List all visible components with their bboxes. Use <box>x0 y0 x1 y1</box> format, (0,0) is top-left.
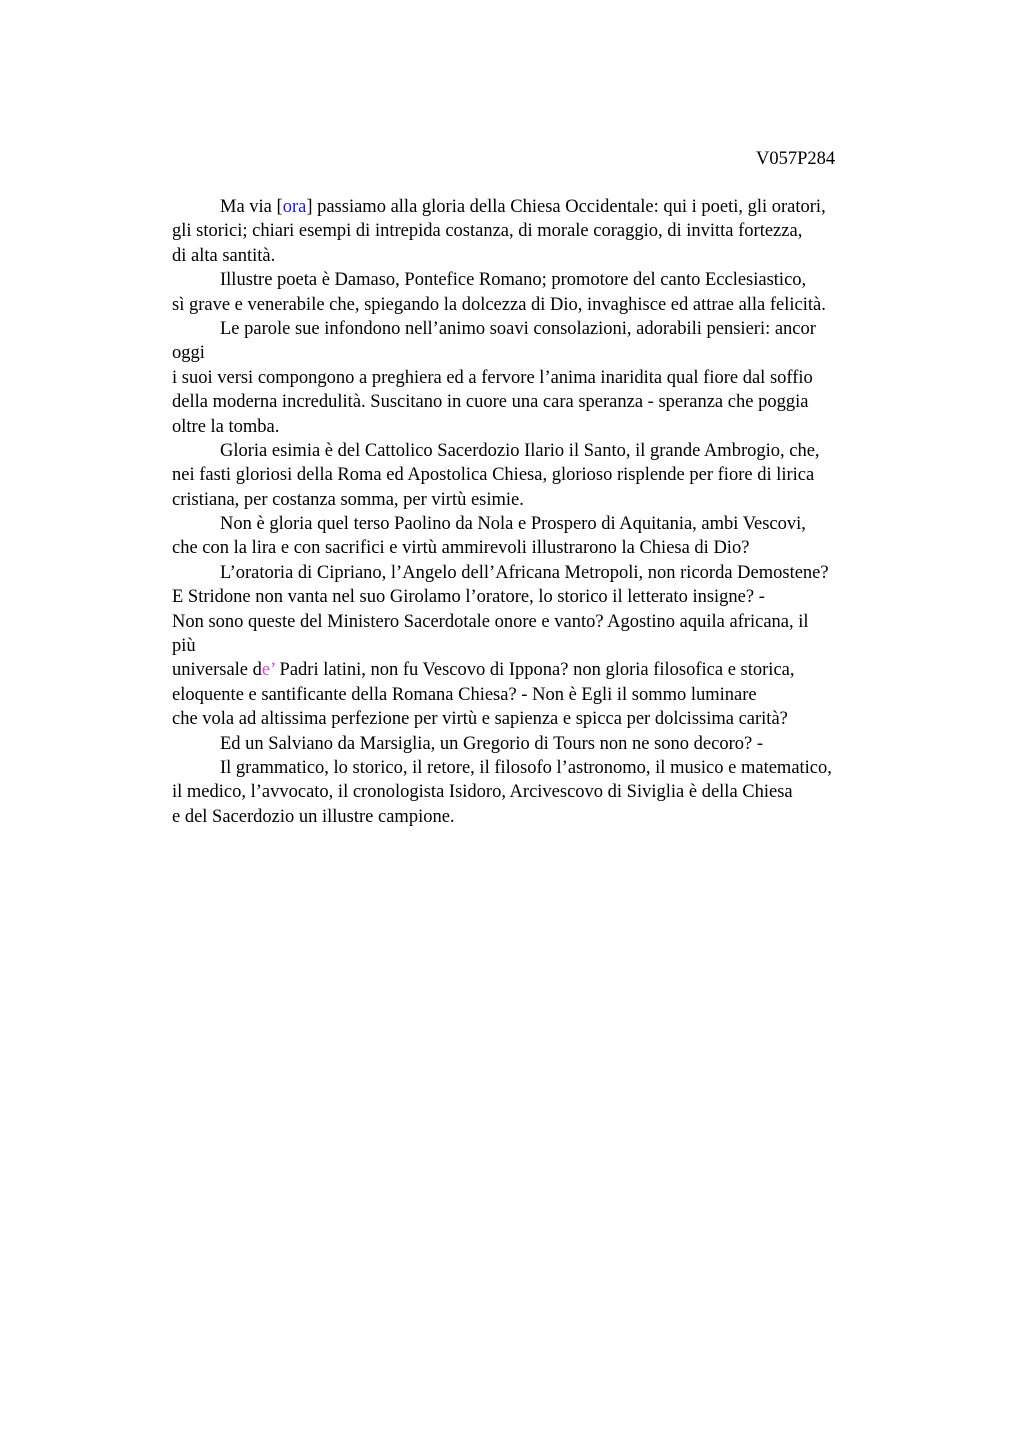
text-line <box>172 634 952 658</box>
text-line <box>172 488 952 512</box>
text-segment: Le parole sue infondono nell’animo soavi consolazioni, adorabili pensieri: ancor <box>220 318 816 339</box>
text-line <box>172 415 952 439</box>
text-line <box>172 293 952 317</box>
text-segment: Non sono queste del Ministero Sacerdotale onore e vanto? Agostino aquila africana, il <box>172 611 809 632</box>
text-line <box>172 756 952 780</box>
text-line <box>172 366 952 390</box>
text-segment: i suoi versi compongono a preghiera ed a fervore l’anima inaridita qual fiore dal soffio <box>172 367 813 388</box>
text-segment: oggi <box>172 343 205 364</box>
text-line <box>172 732 952 756</box>
text-segment: ] passiamo alla gloria della Chiesa Occidentale: qui i poeti, gli oratori, <box>306 197 826 217</box>
highlighted-text: e’ <box>261 660 275 681</box>
text-line <box>172 707 952 731</box>
text-segment: che con la lira e con sacrifici e virtù ammirevoli illustrarono la Chiesa di Dio? <box>172 538 750 559</box>
text-line <box>172 610 952 634</box>
text-line <box>172 561 952 585</box>
text-segment: Padri latini, non fu Vescovo di Ippona? non gloria filosofica e storica, <box>274 660 795 681</box>
text-segment: gli storici; chiari esempi di intrepida costanza, di morale coraggio, di invitta fortezza, <box>172 221 803 242</box>
text-segment: che vola ad altissima perfezione per virtù e sapienza e spicca per dolcissima carità? <box>172 709 788 730</box>
text-line <box>172 390 952 414</box>
text-line <box>172 317 952 341</box>
text-segment: E Stridone non vanta nel suo Girolamo l’oratore, lo storico il letterato insigne? - <box>172 587 765 608</box>
text-line <box>172 683 952 707</box>
text-line <box>172 658 952 682</box>
text-line <box>172 244 952 268</box>
page-identifier: V057P284 <box>756 149 836 169</box>
text-segment: oltre la tomba. <box>172 416 280 437</box>
highlighted-text: ora <box>282 197 307 217</box>
text-line <box>172 341 952 365</box>
text-segment: il medico, l’avvocato, il cronologista Isidoro, Arcivescovo di Siviglia è della Chiesa <box>172 782 793 803</box>
text-line <box>172 805 952 829</box>
text-segment: eloquente e santificante della Romana Chiesa? - Non è Egli il sommo luminare <box>172 684 757 705</box>
text-line <box>172 439 952 463</box>
text-line <box>172 536 952 560</box>
text-segment: Ma via [ <box>220 197 283 217</box>
text-segment: Il grammatico, lo storico, il retore, il filosofo l’astronomo, il musico e matematico, <box>220 757 832 778</box>
text-segment: della moderna incredulità. Suscitano in cuore una cara speranza - speranza che poggia <box>172 392 809 413</box>
text-segment: più <box>172 636 196 657</box>
text-line <box>172 780 952 804</box>
text-line <box>172 195 952 219</box>
text-segment: di alta santità. <box>172 245 276 266</box>
text-line <box>172 585 952 609</box>
text-line <box>172 512 952 536</box>
text-segment: universale d <box>172 660 262 681</box>
text-segment: cristiana, per costanza somma, per virtù esimie. <box>172 489 524 510</box>
text-segment: Gloria esimia è del Cattolico Sacerdozio Ilario il Santo, il grande Ambrogio, che, <box>220 440 820 461</box>
text-segment: sì grave e venerabile che, spiegando la dolcezza di Dio, invaghisce ed attrae alla felicità. <box>172 294 826 315</box>
text-segment: Ed un Salviano da Marsiglia, un Gregorio di Tours non ne sono decoro? - <box>220 733 763 754</box>
text-segment: nei fasti gloriosi della Roma ed Apostolica Chiesa, glorioso risplende per fiore di lirica <box>172 465 815 486</box>
text-segment: Non è gloria quel terso Paolino da Nola e Prospero di Aquitania, ambi Vescovi, <box>220 514 806 535</box>
text-segment: e del Sacerdozio un illustre campione. <box>172 806 455 827</box>
text-segment: L’oratoria di Cipriano, l’Angelo dell’Africana Metropoli, non ricorda Demostene? <box>220 562 829 583</box>
text-line <box>172 219 952 243</box>
body-text <box>172 195 952 829</box>
text-line <box>172 268 952 292</box>
text-line <box>172 463 952 487</box>
text-segment: Illustre poeta è Damaso, Pontefice Romano; promotore del canto Ecclesiastico, <box>220 270 807 291</box>
